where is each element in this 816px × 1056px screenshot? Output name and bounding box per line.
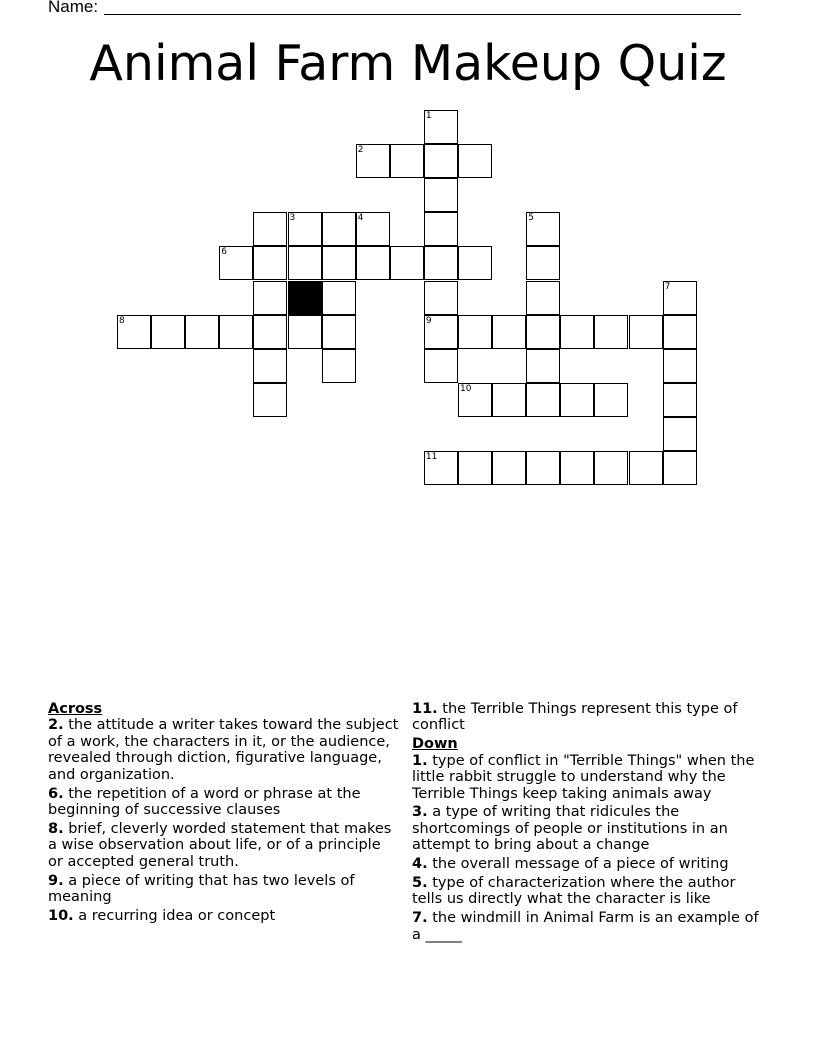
clue-number: 11. [412,701,438,717]
across-clue-10 [48,908,400,924]
crossword-cell[interactable] [458,246,492,280]
crossword-cell[interactable] [663,417,697,451]
crossword-cell[interactable] [526,212,560,246]
crossword-cell[interactable] [390,144,424,178]
clue-number-label: 7 [664,281,671,292]
across-clue-8 [48,821,400,870]
clue-text: the overall message of a piece of writing [432,856,729,873]
crossword-cell[interactable] [322,212,356,246]
down-clue-1 [412,753,770,802]
clue-number: 5. [412,875,428,892]
crossword-cell[interactable] [458,451,492,485]
across-clue-2 [48,717,400,783]
clue-number: 2. [48,717,64,734]
across-clue-6 [48,786,400,819]
clues-left-column [48,701,400,927]
crossword-cell[interactable] [288,246,322,280]
crossword-cell[interactable] [663,349,697,383]
clue-text: the attitude a writer takes toward the subject of a work, the characters in it, or the audience, revealed through diction, figurative language, and organization. [48,717,399,783]
clue-number-label: 2 [357,145,364,156]
crossword-cell[interactable] [253,281,287,315]
crossword-cell[interactable] [151,315,185,349]
crossword-cell[interactable] [424,315,458,349]
crossword-cell[interactable] [322,349,356,383]
crossword-cell[interactable] [356,144,390,178]
crossword-cell[interactable] [458,144,492,178]
crossword-cell[interactable] [219,246,253,280]
crossword-cell[interactable] [594,451,628,485]
crossword-cell[interactable] [424,281,458,315]
crossword-cell[interactable] [356,246,390,280]
crossword-cell[interactable] [253,315,287,349]
crossword-cell[interactable] [526,281,560,315]
down-clue-5 [412,875,770,908]
crossword-cell[interactable] [492,315,526,349]
crossword-cell[interactable] [322,246,356,280]
crossword-cell[interactable] [458,383,492,417]
crossword-cell[interactable] [526,315,560,349]
clue-number: 4. [412,856,428,873]
clue-number: 6. [48,785,64,802]
clue-number-label: 5 [528,213,534,224]
crossword-cell[interactable] [458,315,492,349]
crossword-cell[interactable] [492,451,526,485]
crossword-cell[interactable] [253,349,287,383]
across-heading: Across [48,701,103,717]
crossword-cell[interactable] [629,315,663,349]
crossword-cell[interactable] [663,451,697,485]
crossword-cell[interactable] [424,246,458,280]
crossword-cell[interactable] [663,281,697,315]
clue-number: 10. [48,907,74,924]
crossword-cell[interactable] [288,315,322,349]
clue-text: the repetition of a word or phrase at the beginning of successive clauses [48,785,361,818]
crossword-cell[interactable] [594,383,628,417]
across-clue-9 [48,873,400,906]
crossword-cell[interactable] [526,246,560,280]
crossword-cell[interactable] [424,212,458,246]
clue-number-label: 6 [221,247,228,258]
clue-text: brief, cleverly worded statement that makes a wise observation about life, or of a principle or accepted general truth. [48,820,392,870]
clue-number: 8. [48,820,64,837]
down-clue-4 [412,856,770,872]
crossword-cell[interactable] [424,451,458,485]
crossword-cell[interactable] [629,451,663,485]
crossword-cell[interactable] [526,349,560,383]
clue-number-label: 4 [357,213,364,224]
clue-text: the Terrible Things represent this type of conflict [412,701,738,734]
clue-text: a recurring idea or concept [78,907,276,924]
page-title: Animal Farm Makeup Quiz [89,35,727,92]
crossword-cell[interactable] [288,212,322,246]
crossword-cell[interactable] [185,315,219,349]
clue-number: 3. [412,804,428,821]
clue-number-label: 3 [289,213,296,224]
crossword-cell[interactable] [424,349,458,383]
clue-number: 7. [412,910,428,927]
crossword-cell[interactable] [322,315,356,349]
clue-number: 9. [48,872,64,889]
clue-text: the windmill in Animal Farm is an example of a _____ [412,910,759,943]
crossword-cell[interactable] [663,315,697,349]
crossword-cell[interactable] [253,383,287,417]
crossword-cell[interactable] [424,144,458,178]
crossword-block-cell [288,281,322,315]
down-clue-7 [412,910,770,943]
crossword-cell[interactable] [117,315,151,349]
crossword-cell[interactable] [219,315,253,349]
name-field-label: Name: [48,0,99,16]
crossword-cell[interactable] [253,246,287,280]
crossword-cell[interactable] [424,110,458,144]
crossword-cell[interactable] [390,246,424,280]
clue-number-label: 9 [425,315,432,326]
clue-number-label: 10 [460,383,472,394]
crossword-cell[interactable] [356,212,390,246]
crossword-cell[interactable] [253,212,287,246]
crossword-cell[interactable] [322,281,356,315]
crossword-cell[interactable] [594,315,628,349]
clue-text: type of conflict in "Terrible Things" when the little rabbit struggle to understand why the Terrible Things keep taking animals away [412,752,755,802]
crossword-cell[interactable] [526,451,560,485]
down-clue-3 [412,804,770,853]
crossword-cell[interactable] [560,315,594,349]
down-heading: Down [412,736,458,753]
clue-text: a piece of writing that has two levels of meaning [48,872,355,905]
clue-text: a type of writing that ridicules the shortcomings of people or institutions in an attempt to bring about a change [412,804,728,854]
clues-right-column [412,701,770,946]
crossword-cell[interactable] [526,383,560,417]
clue-number: 1. [412,752,428,769]
crossword-cell[interactable] [424,178,458,212]
clue-number-label: 8 [119,315,125,326]
crossword-cell[interactable] [560,383,594,417]
across-clue-11 [412,701,770,734]
clue-number-label: 1 [425,111,432,121]
clue-number-label: 11 [425,452,438,462]
crossword-cell[interactable] [492,383,526,417]
clue-text: type of characterization where the author tells us directly what the character is like [412,875,736,908]
crossword-cell[interactable] [663,383,697,417]
crossword-cell[interactable] [560,451,594,485]
